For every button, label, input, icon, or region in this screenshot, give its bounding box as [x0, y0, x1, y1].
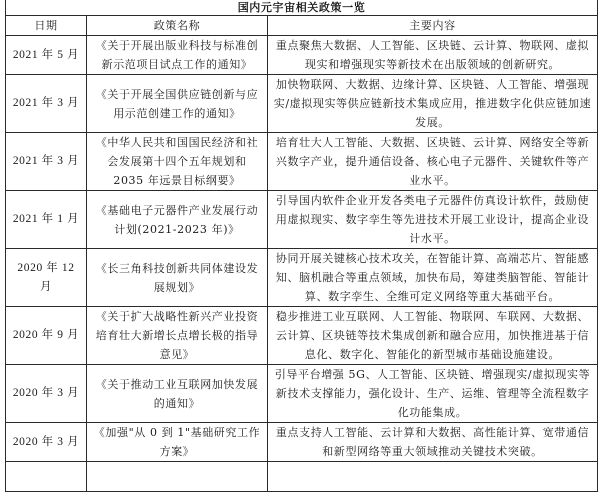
table-row: [6, 462, 598, 492]
policy-name-cell: 《长三角科技创新共同体建设发展规划》: [87, 249, 268, 307]
table-row: [6, 307, 598, 365]
policy-name-cell: 《中华人民共和国国民经济和社会发展第十四个五年规划和 2035 年远景目标纲要》: [87, 133, 268, 191]
table-row: [6, 365, 598, 423]
table-row: [6, 75, 598, 133]
title-row: [6, 0, 598, 16]
policy-name-cell: 《关于开展全国供应链创新与应用示范创建工作的通知》: [87, 75, 268, 133]
table-row: [6, 249, 598, 307]
main-content-cell: 协同开展关键核心技术攻关，在智能计算、高端芯片、智能感知、脑机融合等重点领域，加快布局，筹建类脑智能、智能计算、数字孪生、全维可定义网络等重大基础平台。: [268, 249, 598, 307]
date-cell: [6, 462, 87, 492]
date-cell: 2020 年 3 月: [6, 423, 87, 462]
main-content-cell: 重点聚焦大数据、人工智能、区块链、云计算、物联网、虚拟现实和增强现实等新技术在出版领域的创新研究。: [268, 36, 598, 75]
date-cell: 2021 年 3 月: [6, 75, 87, 133]
policy-name-cell: 《关于开展出版业科技与标准创新示范项目试点工作的通知》: [87, 36, 268, 75]
policy-name-cell: 《关于推动工业互联网加快发展的通知》: [87, 365, 268, 423]
table-row: [6, 191, 598, 249]
date-cell: 2021 年 3 月: [6, 133, 87, 191]
main-content-cell: 重点支持人工智能、云计算和大数据、高性能计算、宽带通信和新型网络等重大领域推动关键技术突破。: [268, 423, 598, 462]
date-cell: 2020 年 9 月: [6, 307, 87, 365]
date-cell: 2021 年 5 月: [6, 36, 87, 75]
table-row: [6, 423, 598, 462]
date-cell: 2021 年 1 月: [6, 191, 87, 249]
header-policy-name: 政策名称: [87, 16, 268, 36]
table-title: 国内元宇宙相关政策一览: [6, 0, 598, 16]
header-date: 日期: [6, 16, 87, 36]
policy-name-cell: 《加强"从 0 到 1"基础研究工作方案》: [87, 423, 268, 462]
main-content-cell: 培育壮大人工智能、大数据、区块链、云计算、网络安全等新兴数字产业，提升通信设备、核心电子元器件、关键软件等产业水平。: [268, 133, 598, 191]
main-content-cell: 引导平台增强 5G、人工智能、区块链、增强现实/虚拟现实等新技术支撑能力，强化设计、生产、运维、管理等全流程数字化功能集成。: [268, 365, 598, 423]
policy-table: [5, 0, 598, 492]
policy-name-cell: 《基础电子元器件产业发展行动计划(2021-2023 年)》: [87, 191, 268, 249]
date-cell: 2020 年 3 月: [6, 365, 87, 423]
main-content-cell: 引导国内软件企业开发各类电子元器件仿真设计软件，鼓励使用虚拟现实、数字孪生等先进技术开展工业设计，提高企业设计水平。: [268, 191, 598, 249]
main-content-cell: 稳步推进工业互联网、人工智能、物联网、车联网、大数据、云计算、区块链等技术集成创新和融合应用，加快推进基于信息化、数字化、智能化的新型城市基础设施建设。: [268, 307, 598, 365]
header-main-content: 主要内容: [268, 16, 598, 36]
table-row: [6, 36, 598, 75]
policy-name-cell: 《关于扩大战略性新兴产业投资培育壮大新增长点增长极的指导意见》: [87, 307, 268, 365]
table-row: [6, 133, 598, 191]
date-cell: 2020 年 12 月: [6, 249, 87, 307]
main-content-cell: 加快物联网、大数据、边缘计算、区块链、人工智能、增强现实/虚拟现实等供应链新技术集成应用，推进数字化供应链加速发展。: [268, 75, 598, 133]
policy-name-cell: [87, 462, 268, 492]
main-content-cell: [268, 462, 598, 492]
header-row: [6, 16, 598, 36]
